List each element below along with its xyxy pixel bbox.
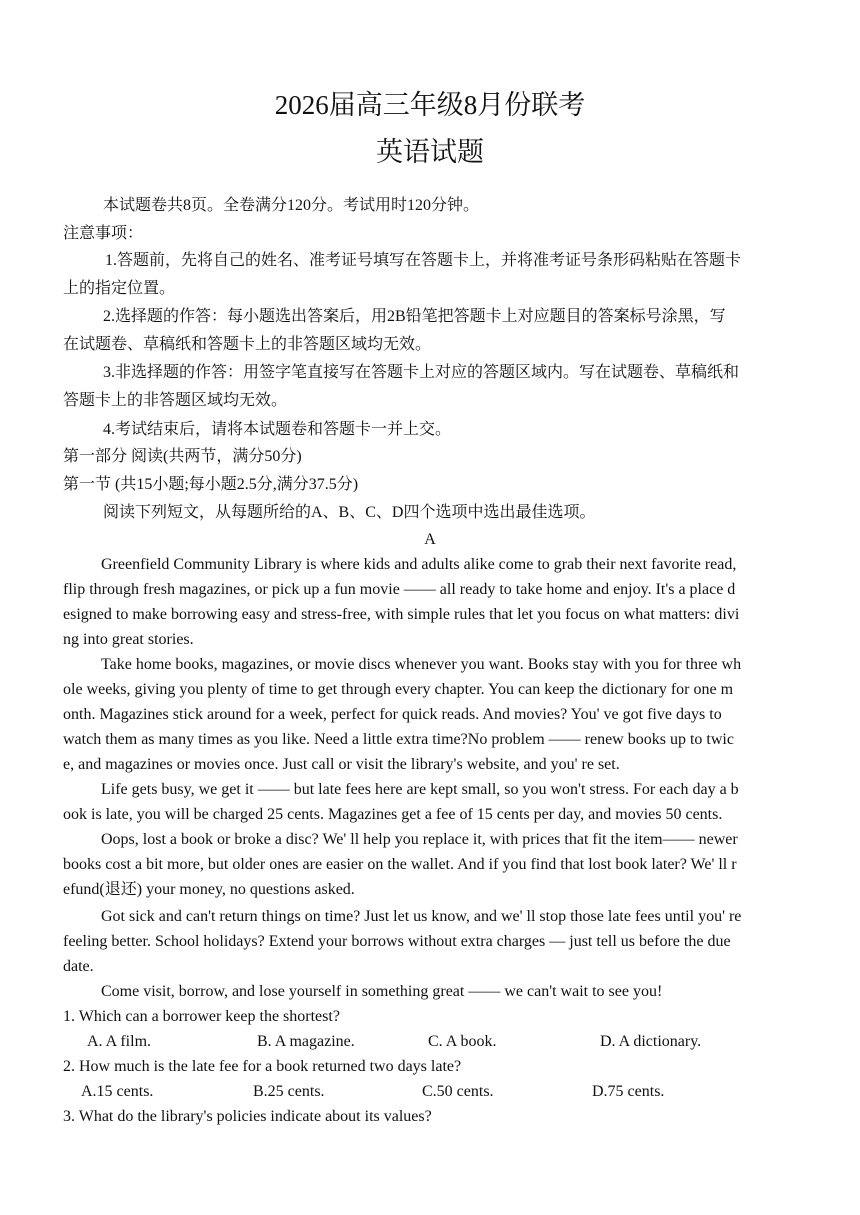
notice-1-line-2: 上的指定位置。 xyxy=(63,280,176,297)
notice-3-line-1: 3.非选择题的作答：用签字笔直接写在答题卡上对应的答题区域内。写在试题卷、草稿纸和 xyxy=(103,364,740,381)
notice-2-line-2: 在试题卷、草稿纸和答题卡上的非答题区域均无效。 xyxy=(63,336,432,353)
passage-line: feeling better. School holidays? Extend your borrows without extra charges — just tell us before the due xyxy=(63,933,731,950)
exam-subject: 英语试题 xyxy=(376,137,484,167)
notice-4: 4.考试结束后，请将本试题卷和答题卡一并上交。 xyxy=(103,421,452,438)
part-heading: 第一部分 阅读(共两节，满分50分) xyxy=(63,448,302,465)
exam-title: 2026届高三年级8月份联考 xyxy=(274,90,586,120)
passage-line: watch them as many times as you like. Need a little extra time?No problem —— renew books up to twic xyxy=(63,731,734,748)
section-heading: 第一节 (共15小题;每小题2.5分,满分37.5分) xyxy=(63,476,359,493)
passage-line: Come visit, borrow, and lose yourself in something great —— we can't wait to see you! xyxy=(101,983,663,1000)
passage-line: ook is late, you will be charged 25 cents. Magazines get a fee of 15 cents per day, and movies 50 cents. xyxy=(63,806,723,823)
passage-line: Life gets busy, we get it —— but late fees here are kept small, so you won't stress. For each day a b xyxy=(101,781,739,798)
passage-label: A xyxy=(424,531,436,548)
passage-line: Got sick and can't return things on time? Just let us know, and we' ll stop those late fees until you' re xyxy=(101,908,742,925)
passage-line: Take home books, magazines, or movie discs whenever you want. Books stay with you for three wh xyxy=(101,656,742,673)
notice-2-line-1: 2.选择题的作答：每小题选出答案后，用2B铅笔把答题卡上对应题目的答案标号涂黑，写 xyxy=(103,308,726,325)
q2-option-b: B.25 cents. xyxy=(253,1083,325,1100)
notice-label: 注意事项： xyxy=(63,225,144,242)
question-3: 3. What do the library's policies indicate about its values? xyxy=(63,1108,432,1125)
passage-line: Greenfield Community Library is where kids and adults alike come to grab their next favorite read, xyxy=(101,556,737,573)
passage-line: esigned to make borrowing easy and stress-free, with simple rules that let you focus on what matters: divi xyxy=(63,606,740,623)
question-1: 1. Which can a borrower keep the shortest? xyxy=(63,1008,340,1025)
q1-option-a: A. A film. xyxy=(87,1033,152,1050)
reading-instruction: 阅读下列短文，从每题所给的A、B、C、D四个选项中选出最佳选项。 xyxy=(103,504,596,521)
q2-option-c: C.50 cents. xyxy=(422,1083,494,1100)
exam-info-line: 本试题卷共8页。全卷满分120分。考试用时120分钟。 xyxy=(103,197,480,214)
passage-line: Oops, lost a book or broke a disc? We' ll help you replace it, with prices that fit the item—— newer xyxy=(101,831,738,848)
passage-line: ng into great stories. xyxy=(63,631,194,648)
passage-line: date. xyxy=(63,958,94,975)
q2-option-a: A.15 cents. xyxy=(81,1083,154,1100)
passage-line: efund(退还) your money, no questions asked. xyxy=(63,881,355,898)
passage-line: books cost a bit more, but older ones are easier on the wallet. And if you find that lost book later? We' ll r xyxy=(63,856,737,873)
notice-3-line-2: 答题卡上的非答题区域均无效。 xyxy=(63,392,288,409)
q1-option-d: D. A dictionary. xyxy=(600,1033,702,1050)
q2-option-d: D.75 cents. xyxy=(592,1083,665,1100)
passage-line: onth. Magazines stick around for a week, perfect for quick reads. And movies? You' ve got five days to xyxy=(63,706,722,723)
passage-line: flip through fresh magazines, or pick up a fun movie —— all ready to take home and enjoy. It's a place d xyxy=(63,581,736,598)
q1-option-c: C. A book. xyxy=(428,1033,497,1050)
q1-option-b: B. A magazine. xyxy=(257,1033,355,1050)
passage-line: ole weeks, giving you plenty of time to get through every chapter. You can keep the dictionary for one m xyxy=(63,681,734,698)
notice-1-line-1: 1.答题前，先将自己的姓名、准考证号填写在答题卡上，并将准考证号条形码粘贴在答题卡 xyxy=(105,252,742,269)
question-2: 2. How much is the late fee for a book returned two days late? xyxy=(63,1058,462,1075)
passage-line: e, and magazines or movies once. Just call or visit the library's website, and you' re set. xyxy=(63,756,620,773)
